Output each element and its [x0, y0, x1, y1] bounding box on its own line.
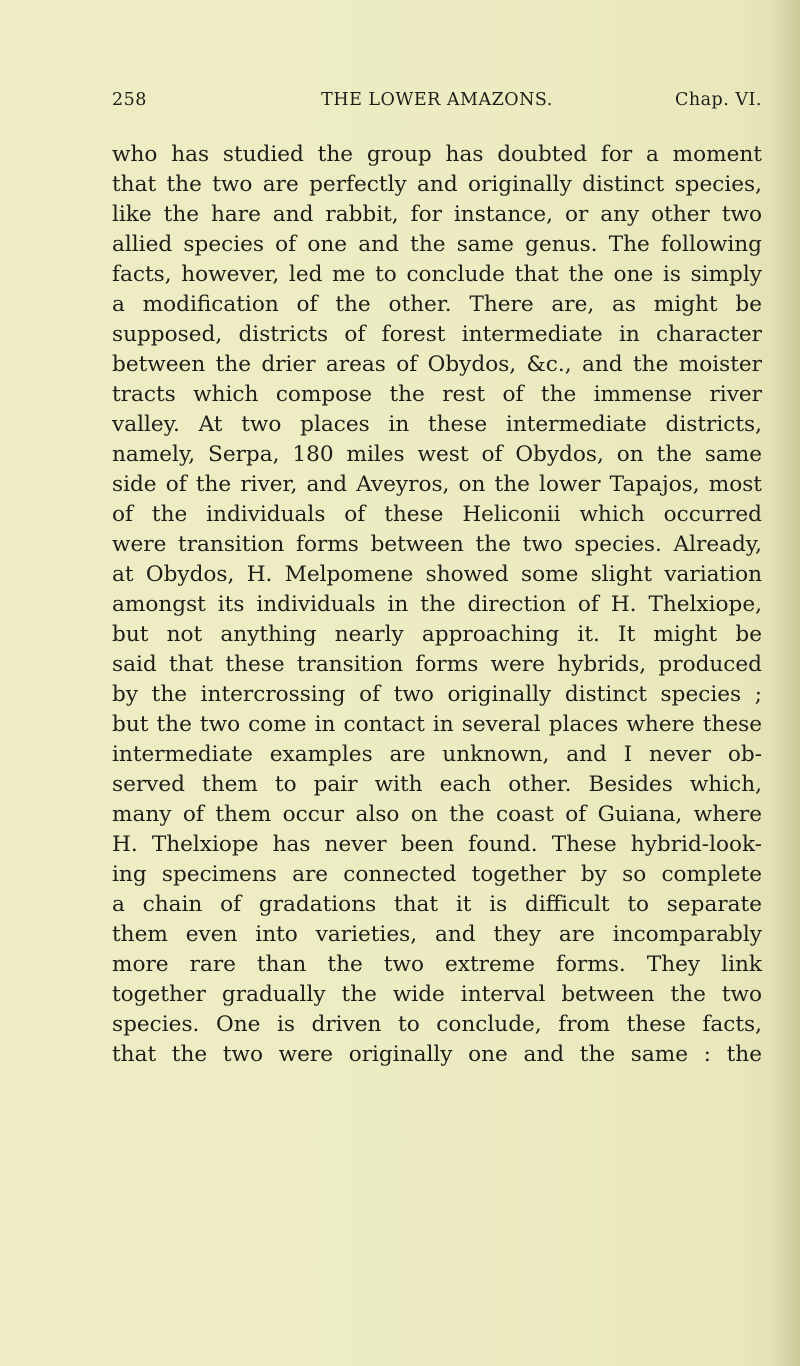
text-line: that the two are perfectly and originally distinct species,: [112, 172, 762, 197]
text-line: valley. At two places in these intermediate districts,: [112, 412, 762, 437]
text-line: that the two were originally one and the same : the: [112, 1042, 762, 1067]
text-line: at Obydos, H. Melpomene showed some slight variation: [112, 562, 762, 587]
text-line: amongst its individuals in the direction of H. Thelxiope,: [112, 592, 762, 617]
text-line: supposed, districts of forest intermediate in character: [112, 322, 762, 347]
running-head: [112, 90, 762, 120]
text-line: more rare than the two extreme forms. They link: [112, 952, 762, 977]
page-number: 258: [112, 90, 147, 110]
text-line: a modification of the other. There are, as might be: [112, 292, 762, 317]
text-line: facts, however, led me to conclude that the one is simply: [112, 262, 762, 287]
text-line: species. One is driven to conclude, from these facts,: [112, 1012, 762, 1037]
text-line: who has studied the group has doubted for a moment: [112, 142, 762, 167]
text-line: like the hare and rabbit, for instance, or any other two: [112, 202, 762, 227]
text-line: between the drier areas of Obydos, &c., and the moister: [112, 352, 762, 377]
text-line: but the two come in contact in several places where these: [112, 712, 762, 737]
text-line: said that these transition forms were hybrids, produced: [112, 652, 762, 677]
text-line: side of the river, and Aveyros, on the lower Tapajos, most: [112, 472, 762, 497]
text-line: them even into varieties, and they are incomparably: [112, 922, 762, 947]
text-line: ing specimens are connected together by so complete: [112, 862, 762, 887]
text-line: H. Thelxiope has never been found. These hybrid-look-: [112, 832, 762, 857]
text-line: many of them occur also on the coast of Guiana, where: [112, 802, 762, 827]
text-line: of the individuals of these Heliconii which occurred: [112, 502, 762, 527]
page-edge-shadow: [774, 0, 800, 1366]
chapter-label: Chap. VI.: [674, 90, 762, 110]
text-line: tracts which compose the rest of the immense river: [112, 382, 762, 407]
running-head-title: THE LOWER AMAZONS.: [321, 90, 553, 110]
text-line: together gradually the wide interval between the two: [112, 982, 762, 1007]
text-line: were transition forms between the two species. Already,: [112, 532, 762, 557]
text-line: a chain of gradations that it is difficult to separate: [112, 892, 762, 917]
text-line: intermediate examples are unknown, and I never ob-: [112, 742, 762, 767]
body-text: [112, 140, 762, 1070]
text-line: by the intercrossing of two originally distinct species ;: [112, 682, 762, 707]
text-line: served them to pair with each other. Besides which,: [112, 772, 762, 797]
text-line: namely, Serpa, 180 miles west of Obydos, on the same: [112, 442, 762, 467]
text-line: allied species of one and the same genus. The following: [112, 232, 762, 257]
text-line: but not anything nearly approaching it. It might be: [112, 622, 762, 647]
